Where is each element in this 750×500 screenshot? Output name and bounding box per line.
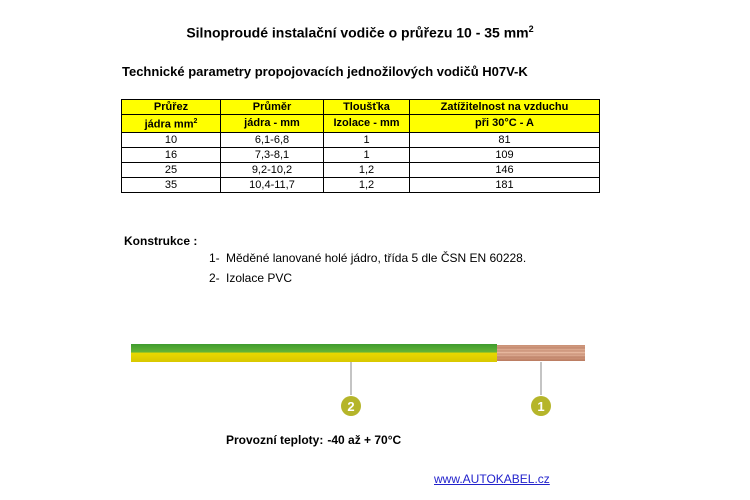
item-number: 2- [209, 271, 220, 285]
copper-core [497, 345, 585, 361]
table-cell: 181 [410, 177, 600, 192]
table-cell: 10,4-11,7 [221, 177, 324, 192]
table-cell: 7,3-8,1 [221, 147, 324, 162]
table-cell: 1,2 [324, 162, 410, 177]
page-title: Silnoproudé instalační vodiče o průřezu 10 - 35 $mm^2$ [186, 24, 534, 41]
table-cell: 81 [410, 132, 600, 147]
table-cell: 1 [324, 132, 410, 147]
header-cell: jádra $mm^2$ [122, 115, 221, 133]
table-cell: 1 [324, 147, 410, 162]
header-cell: Izolace - mm [324, 115, 410, 133]
table-cell: 10 [122, 132, 221, 147]
construction-label: Konstrukce : [124, 234, 198, 248]
header-cell: Průřez [122, 100, 221, 115]
temperature-label: Provozní teploty: [226, 433, 324, 447]
table-cell: 35 [122, 177, 221, 192]
item-number: 1- [209, 251, 220, 265]
header-cell: Průměr [221, 100, 324, 115]
marker-1-label: 1 [537, 399, 545, 414]
table-cell: 25 [122, 162, 221, 177]
table-cell: 16 [122, 147, 221, 162]
temperature-value: -40 až + 70°C [327, 433, 402, 447]
header-cell: Tloušťka [324, 100, 410, 115]
table-cell: 146 [410, 162, 600, 177]
table-cell: 6,1-6,8 [221, 132, 324, 147]
subtitle: Technické parametry propojovacích jednožilových vodičů H07V-K [122, 64, 528, 79]
marker-2-label: 2 [347, 399, 355, 414]
item-text: Měděné lanované holé jádro, třída 5 dle ČSN EN 60228. [226, 251, 527, 265]
header-cell: při 30°C - A [410, 115, 600, 133]
item-text: Izolace PVC [226, 271, 293, 285]
table-cell: 109 [410, 147, 600, 162]
table-cell: 1,2 [324, 177, 410, 192]
cable-insulation [131, 344, 497, 362]
autokabel-link[interactable]: www.AUTOKABEL.cz [434, 472, 550, 486]
operating-temperature [226, 433, 401, 447]
header-cell: jádra - mm [221, 115, 324, 133]
table-cell: 9,2-10,2 [221, 162, 324, 177]
header-cell: Zatížitelnost na vzduchu [410, 100, 600, 115]
